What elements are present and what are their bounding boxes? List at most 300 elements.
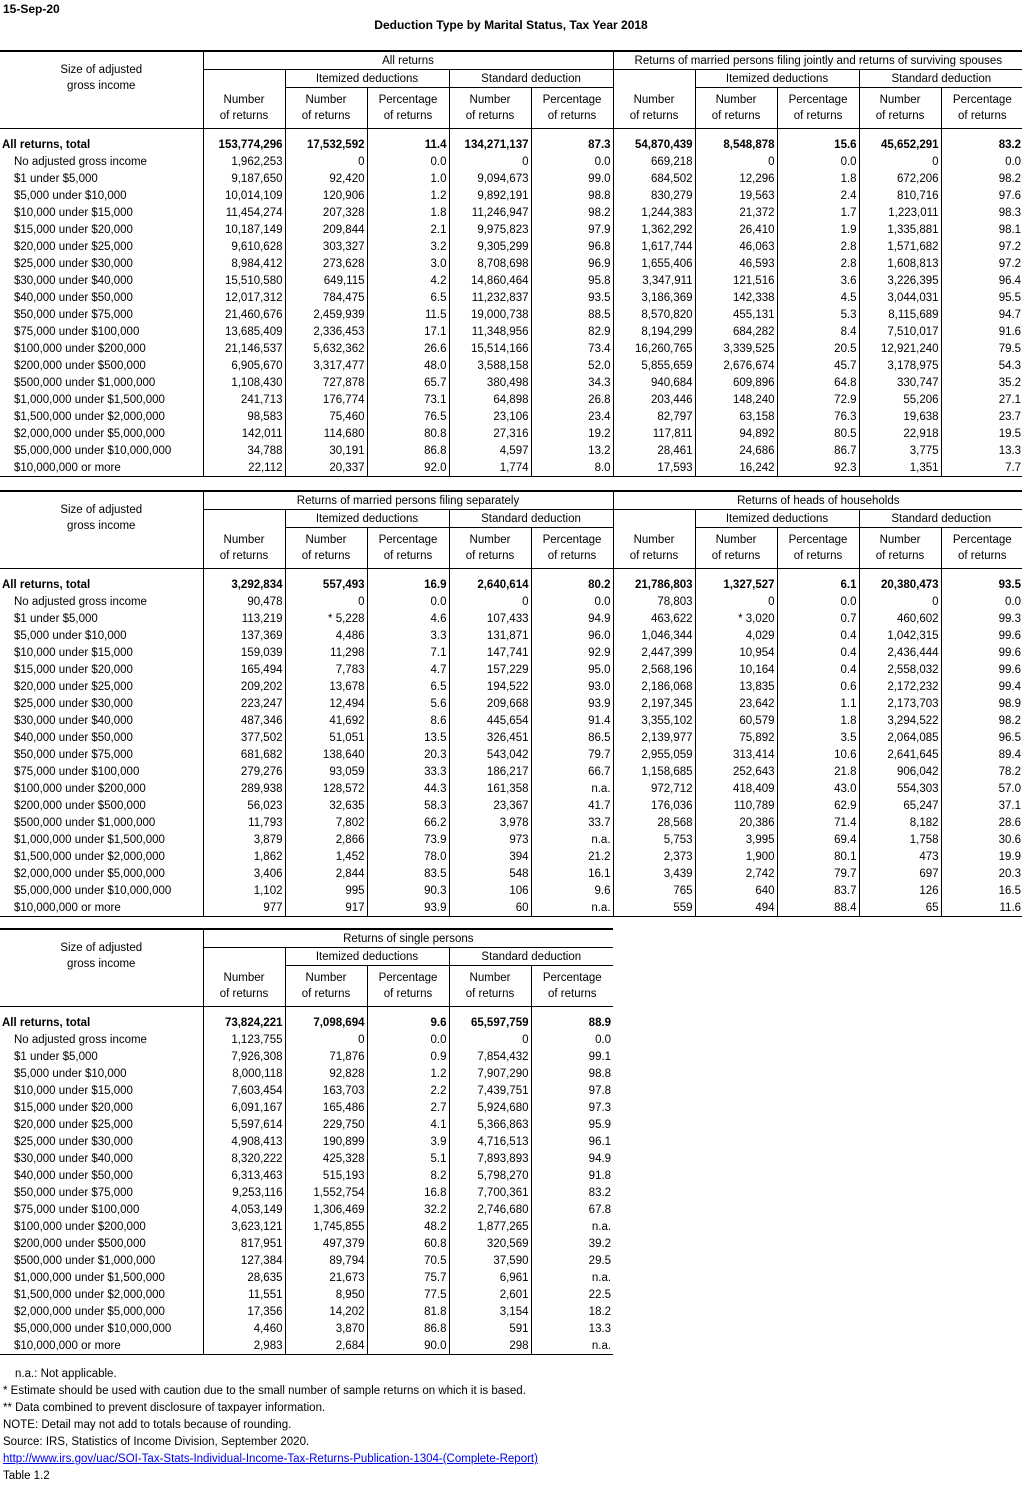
cell-single-c0: 11,551 — [203, 1286, 285, 1303]
cell-joint-c3: 3,775 — [859, 442, 941, 459]
col-itemized-number-separate — [285, 528, 367, 569]
cell-heads-c2: 21.8 — [777, 763, 859, 780]
cell-separate-c0: 977 — [203, 899, 285, 917]
cell-separate-c0: 377,502 — [203, 729, 285, 746]
cell-joint-c2: 8.4 — [777, 323, 859, 340]
cell-joint-c3: 3,178,975 — [859, 357, 941, 374]
cell-all-c3: 380,498 — [449, 374, 531, 391]
spacer-cell — [531, 129, 613, 137]
row-label: $2,000,000 under $5,000,000 — [14, 867, 165, 880]
cell-joint-c4: 27.1 — [941, 391, 1022, 408]
col-itemized-pct-heads-line1: Percentage — [788, 534, 848, 546]
cell-single-c4: 99.1 — [531, 1048, 613, 1065]
cell-single-c4: 0.0 — [531, 1031, 613, 1048]
cell-single-c0: 817,951 — [203, 1235, 285, 1252]
cell-heads-c4: 99.6 — [941, 661, 1022, 678]
cell-single-c2: 70.5 — [367, 1252, 449, 1269]
table-row — [0, 221, 1022, 238]
cell-separate-c4: 41.7 — [531, 797, 613, 814]
row-label: $75,000 under $100,000 — [14, 1203, 140, 1216]
cell-separate-c0: 487,346 — [203, 712, 285, 729]
table-row — [0, 576, 1022, 593]
cell-separate-c3: 147,741 — [449, 644, 531, 661]
cell-separate-c0: 11,793 — [203, 814, 285, 831]
cell-joint-c1: 3,339,525 — [695, 340, 777, 357]
spacer-cell — [367, 1007, 449, 1015]
cell-heads-c1: 494 — [695, 899, 777, 917]
cell-all-c4: 26.8 — [531, 391, 613, 408]
cell-joint-c4: 19.5 — [941, 425, 1022, 442]
row-label: $50,000 under $75,000 — [14, 1186, 133, 1199]
cell-all-c3: 0 — [449, 153, 531, 170]
cell-single-c0: 127,384 — [203, 1252, 285, 1269]
cell-all-c3: 4,597 — [449, 442, 531, 459]
table-row — [0, 729, 1022, 746]
cell-single-c1: 497,379 — [285, 1235, 367, 1252]
cell-joint-c1: 121,516 — [695, 272, 777, 289]
source-note: Source: IRS, Statistics of Income Division, September 2020. — [3, 1436, 310, 1448]
cell-separate-c1: 41,692 — [285, 712, 367, 729]
cell-separate-c0: 113,219 — [203, 610, 285, 627]
cell-separate-c1: 93,059 — [285, 763, 367, 780]
cell-joint-c0: 684,502 — [613, 170, 695, 187]
table-row — [0, 1048, 613, 1065]
col-standard-number-joint-line2: of returns — [875, 110, 925, 122]
cell-joint-c0: 8,194,299 — [613, 323, 695, 340]
cell-single-c0: 8,000,118 — [203, 1065, 285, 1082]
cell-separate-c3: 209,668 — [449, 695, 531, 712]
cell-heads-c0: 21,786,803 — [613, 576, 695, 593]
cell-heads-c1: 23,642 — [695, 695, 777, 712]
row-label: $2,000,000 under $5,000,000 — [14, 1305, 165, 1318]
cell-all-c1: 727,878 — [285, 374, 367, 391]
cell-separate-c1: 12,494 — [285, 695, 367, 712]
col-itemized-number-heads — [695, 528, 777, 569]
cell-heads-c4: 37.1 — [941, 797, 1022, 814]
cell-separate-c3: 60 — [449, 899, 531, 917]
table-row — [0, 425, 1022, 442]
cell-heads-c1: 418,409 — [695, 780, 777, 797]
col-itemized-number-joint — [695, 88, 777, 129]
size-header — [0, 491, 203, 569]
row-label: $100,000 under $200,000 — [14, 1220, 146, 1233]
blank-header-all — [203, 70, 285, 88]
col-itemized-number-single-line2: of returns — [301, 988, 351, 1000]
cell-separate-c0: 3,406 — [203, 865, 285, 882]
cell-joint-c3: 1,608,813 — [859, 255, 941, 272]
cell-joint-c2: 45.7 — [777, 357, 859, 374]
cell-joint-c3: 1,571,682 — [859, 238, 941, 255]
cell-joint-c3: 330,747 — [859, 374, 941, 391]
size-header-line2: gross income — [67, 520, 136, 532]
cell-all-c1: 273,628 — [285, 255, 367, 272]
cell-all-c0: 98,583 — [203, 408, 285, 425]
col-standard-number-all-line1: Number — [469, 94, 511, 106]
cell-heads-c1: 60,579 — [695, 712, 777, 729]
cell-joint-c3: 3,044,031 — [859, 289, 941, 306]
cell-joint-c3: 1,351 — [859, 459, 941, 477]
col-itemized-pct-all-line2: of returns — [383, 110, 433, 122]
cell-all-c0: 11,454,274 — [203, 204, 285, 221]
col-itemized-pct-all-line1: Percentage — [378, 94, 438, 106]
spacer-cell — [367, 129, 449, 137]
col-standard-number-single-line2: of returns — [465, 988, 515, 1000]
cell-heads-c4: 98.9 — [941, 695, 1022, 712]
cell-heads-c0: 559 — [613, 899, 695, 917]
cell-all-c1: 30,191 — [285, 442, 367, 459]
cell-all-c4: 98.2 — [531, 204, 613, 221]
cell-all-c0: 142,011 — [203, 425, 285, 442]
spacer-cell — [531, 1007, 613, 1015]
cell-single-c1: 1,306,469 — [285, 1201, 367, 1218]
col-standard-pct-single — [531, 966, 613, 1007]
cell-all-c1: 649,115 — [285, 272, 367, 289]
cell-heads-c3: 65,247 — [859, 797, 941, 814]
cell-heads-c0: 28,568 — [613, 814, 695, 831]
cell-joint-c0: 3,347,911 — [613, 272, 695, 289]
cell-all-c3: 64,898 — [449, 391, 531, 408]
cell-joint-c0: 54,870,439 — [613, 136, 695, 153]
row-label: $50,000 under $75,000 — [14, 748, 133, 761]
cell-joint-c4: 97.6 — [941, 187, 1022, 204]
group-title-heads: Returns of heads of households — [613, 491, 1022, 510]
cell-separate-c3: 394 — [449, 848, 531, 865]
row-label: $1,000,000 under $1,500,000 — [14, 393, 165, 406]
cell-separate-c4: n.a. — [531, 831, 613, 848]
cell-all-c2: 11.5 — [367, 306, 449, 323]
cell-separate-c4: 93.0 — [531, 678, 613, 695]
col-standard-number-single — [449, 966, 531, 1007]
cell-joint-c2: 20.5 — [777, 340, 859, 357]
itemized-header-heads: Itemized deductions — [695, 510, 859, 528]
cell-all-c3: 9,892,191 — [449, 187, 531, 204]
size-header-line1: Size of adjusted — [60, 504, 143, 516]
row-label: $40,000 under $50,000 — [14, 291, 133, 304]
col-standard-pct-heads-line1: Percentage — [952, 534, 1012, 546]
group-title-separate: Returns of married persons filing separately — [203, 491, 613, 510]
cell-joint-c2: 92.3 — [777, 459, 859, 477]
col-number-joint-line1: Number — [633, 93, 675, 106]
cell-separate-c2: 6.5 — [367, 678, 449, 695]
standard-header-joint: Standard deduction — [859, 70, 1022, 88]
cell-heads-c3: 3,294,522 — [859, 712, 941, 729]
cell-heads-c0: 3,355,102 — [613, 712, 695, 729]
source-link[interactable]: http://www.irs.gov/uac/SOI-Tax-Stats-Individual-Income-Tax-Returns-Publication-1304-(Complete-Report) — [3, 1453, 538, 1465]
col-standard-number-all — [449, 88, 531, 129]
cell-heads-c2: 0.7 — [777, 610, 859, 627]
cell-single-c1: 190,899 — [285, 1133, 367, 1150]
cell-single-c0: 4,908,413 — [203, 1133, 285, 1150]
cell-separate-c3: 194,522 — [449, 678, 531, 695]
table-row — [0, 272, 1022, 289]
cell-joint-c1: 142,338 — [695, 289, 777, 306]
cell-all-c4: 73.4 — [531, 340, 613, 357]
cell-separate-c2: 83.5 — [367, 865, 449, 882]
cell-single-c4: 97.8 — [531, 1082, 613, 1099]
cell-joint-c2: 80.5 — [777, 425, 859, 442]
row-label: $5,000 under $10,000 — [14, 189, 127, 202]
cell-separate-c4: 86.5 — [531, 729, 613, 746]
cell-joint-c1: 16,242 — [695, 459, 777, 477]
spacer-cell — [941, 569, 1022, 577]
cell-single-c0: 9,253,116 — [203, 1184, 285, 1201]
cell-all-c3: 19,000,738 — [449, 306, 531, 323]
cell-single-c2: 0.9 — [367, 1048, 449, 1065]
col-standard-number-heads — [859, 528, 941, 569]
col-itemized-pct-single-line2: of returns — [383, 988, 433, 1000]
cell-separate-c1: 7,802 — [285, 814, 367, 831]
cell-single-c3: 4,716,513 — [449, 1133, 531, 1150]
cell-joint-c4: 98.3 — [941, 204, 1022, 221]
size-header-line2: gross income — [67, 958, 136, 970]
cell-heads-c3: 2,172,232 — [859, 678, 941, 695]
cell-heads-c4: 99.6 — [941, 644, 1022, 661]
spacer-cell — [613, 569, 695, 577]
cell-separate-c1: 2,844 — [285, 865, 367, 882]
cell-single-c1: 515,193 — [285, 1167, 367, 1184]
cell-all-c4: 0.0 — [531, 153, 613, 170]
table-row — [0, 865, 1022, 882]
row-label: $75,000 under $100,000 — [14, 765, 140, 778]
cell-all-c2: 0.0 — [367, 153, 449, 170]
table-row — [0, 238, 1022, 255]
standard-header-single: Standard deduction — [449, 948, 613, 966]
spacer-row — [0, 569, 1022, 577]
cell-separate-c2: 13.5 — [367, 729, 449, 746]
cell-all-c0: 10,014,109 — [203, 187, 285, 204]
cell-heads-c2: 43.0 — [777, 780, 859, 797]
col-standard-pct-joint-line2: of returns — [958, 110, 1007, 122]
cell-heads-c0: 2,955,059 — [613, 746, 695, 763]
cell-single-c3: 6,961 — [449, 1269, 531, 1286]
cell-joint-c4: 97.2 — [941, 238, 1022, 255]
col-itemized-number-heads-line1: Number — [715, 534, 757, 546]
col-standard-number-single-line1: Number — [469, 972, 511, 984]
cell-heads-c3: 554,303 — [859, 780, 941, 797]
group-title-joint: Returns of married persons filing jointly and returns of surviving spouses — [613, 51, 1022, 70]
cell-heads-c0: 2,447,399 — [613, 644, 695, 661]
cell-separate-c4: 91.4 — [531, 712, 613, 729]
cell-joint-c2: 86.7 — [777, 442, 859, 459]
table-row — [0, 1286, 613, 1303]
col-itemized-number-heads-line2: of returns — [711, 550, 761, 562]
table-row — [0, 136, 1022, 153]
col-standard-pct-heads-line2: of returns — [957, 550, 1007, 562]
cell-heads-c1: 252,643 — [695, 763, 777, 780]
group-title-single: Returns of single persons — [203, 929, 613, 948]
cell-single-c1: 14,202 — [285, 1303, 367, 1320]
cell-separate-c3: 23,367 — [449, 797, 531, 814]
cell-heads-c2: 1.1 — [777, 695, 859, 712]
spacer-cell — [203, 569, 285, 577]
cell-heads-c1: 75,892 — [695, 729, 777, 746]
cell-heads-c1: 1,327,527 — [695, 576, 777, 593]
cell-single-c1: 229,750 — [285, 1116, 367, 1133]
cell-separate-c2: 4.7 — [367, 661, 449, 678]
cell-all-c0: 21,460,676 — [203, 306, 285, 323]
cell-single-c1: 89,794 — [285, 1252, 367, 1269]
col-standard-number-joint — [859, 88, 941, 129]
cell-separate-c1: 0 — [285, 593, 367, 610]
cell-joint-c1: 19,563 — [695, 187, 777, 204]
cell-single-c4: 98.8 — [531, 1065, 613, 1082]
itemized-header-single: Itemized deductions — [285, 948, 449, 966]
cell-single-c1: 3,870 — [285, 1320, 367, 1337]
col-standard-pct-joint-line1: Percentage — [952, 94, 1012, 106]
cell-heads-c3: 460,602 — [859, 610, 941, 627]
cell-heads-c1: 110,789 — [695, 797, 777, 814]
cell-all-c4: 23.4 — [531, 408, 613, 425]
row-label: $100,000 under $200,000 — [14, 342, 146, 355]
cell-joint-c3: 3,226,395 — [859, 272, 941, 289]
cell-single-c3: 5,924,680 — [449, 1099, 531, 1116]
spacer-cell — [203, 1007, 285, 1015]
cell-single-c0: 8,320,222 — [203, 1150, 285, 1167]
cell-all-c4: 99.0 — [531, 170, 613, 187]
col-itemized-number-all — [285, 88, 367, 129]
spacer-cell — [285, 1007, 367, 1015]
cell-single-c4: 13.3 — [531, 1320, 613, 1337]
spacer-cell — [203, 129, 285, 137]
row-label: No adjusted gross income — [14, 155, 147, 168]
row-label: No adjusted gross income — [14, 1033, 147, 1046]
size-header-line1: Size of adjusted — [60, 942, 143, 954]
cell-all-c1: 5,632,362 — [285, 340, 367, 357]
cell-joint-c0: 8,570,820 — [613, 306, 695, 323]
cell-joint-c3: 12,921,240 — [859, 340, 941, 357]
cell-separate-c2: 0.0 — [367, 593, 449, 610]
cell-joint-c0: 3,186,369 — [613, 289, 695, 306]
cell-joint-c3: 672,206 — [859, 170, 941, 187]
cell-single-c4: n.a. — [531, 1218, 613, 1235]
cell-all-c0: 9,610,628 — [203, 238, 285, 255]
table-number: Table 1.2 — [3, 1470, 50, 1482]
cell-heads-c2: 69.4 — [777, 831, 859, 848]
table-row — [0, 1082, 613, 1099]
section-2 — [0, 490, 1022, 917]
row-label: $500,000 under $1,000,000 — [14, 816, 156, 829]
col-itemized-number-separate-line2: of returns — [301, 550, 351, 562]
cell-joint-c3: 19,638 — [859, 408, 941, 425]
cell-all-c3: 11,246,947 — [449, 204, 531, 221]
cell-joint-c0: 940,684 — [613, 374, 695, 391]
cell-all-c4: 95.8 — [531, 272, 613, 289]
cell-single-c4: 91.8 — [531, 1167, 613, 1184]
cell-all-c3: 8,708,698 — [449, 255, 531, 272]
cell-separate-c3: 106 — [449, 882, 531, 899]
row-label: $15,000 under $20,000 — [14, 1101, 133, 1114]
table-row — [0, 797, 1022, 814]
col-number-heads-line1: Number — [633, 533, 675, 546]
cell-heads-c0: 78,803 — [613, 593, 695, 610]
table-row — [0, 1320, 613, 1337]
cell-all-c2: 65.7 — [367, 374, 449, 391]
table-row — [0, 644, 1022, 661]
col-standard-pct-single-line2: of returns — [547, 988, 597, 1000]
cell-separate-c1: 2,866 — [285, 831, 367, 848]
row-label: $5,000 under $10,000 — [14, 1067, 127, 1080]
footnote-rounding: NOTE: Detail may not add to totals because of rounding. — [3, 1419, 292, 1431]
cell-all-c0: 153,774,296 — [203, 136, 285, 153]
blank-header-heads — [613, 510, 695, 528]
cell-all-c4: 96.8 — [531, 238, 613, 255]
cell-all-c4: 52.0 — [531, 357, 613, 374]
cell-heads-c1: 1,900 — [695, 848, 777, 865]
table-row — [0, 712, 1022, 729]
cell-separate-c3: 186,217 — [449, 763, 531, 780]
col-standard-number-heads-line2: of returns — [875, 550, 925, 562]
cell-joint-c2: 72.9 — [777, 391, 859, 408]
cell-single-c4: 67.8 — [531, 1201, 613, 1218]
row-label: $25,000 under $30,000 — [14, 697, 133, 710]
col-standard-number-all-line2: of returns — [465, 110, 515, 122]
col-itemized-pct-heads — [777, 528, 859, 569]
cell-all-c2: 3.2 — [367, 238, 449, 255]
table-row — [0, 255, 1022, 272]
row-label: $40,000 under $50,000 — [14, 1169, 133, 1182]
cell-all-c4: 13.2 — [531, 442, 613, 459]
col-itemized-pct-single — [367, 966, 449, 1007]
cell-all-c2: 2.1 — [367, 221, 449, 238]
cell-all-c3: 27,316 — [449, 425, 531, 442]
cell-joint-c2: 1.9 — [777, 221, 859, 238]
cell-separate-c2: 44.3 — [367, 780, 449, 797]
col-number-all-line2: of returns — [219, 109, 269, 122]
table-row — [0, 695, 1022, 712]
size-header — [0, 51, 203, 129]
table-row — [0, 899, 1022, 917]
cell-heads-c1: 10,164 — [695, 661, 777, 678]
cell-separate-c2: 66.2 — [367, 814, 449, 831]
row-label: $1,000,000 under $1,500,000 — [14, 1271, 165, 1284]
cell-joint-c2: 15.6 — [777, 136, 859, 153]
cell-joint-c0: 1,617,744 — [613, 238, 695, 255]
cell-all-c2: 1.8 — [367, 204, 449, 221]
cell-joint-c4: 94.7 — [941, 306, 1022, 323]
cell-separate-c0: 165,494 — [203, 661, 285, 678]
footnote-disclosure: ** Data combined to prevent disclosure of taxpayer information. — [3, 1402, 326, 1414]
cell-joint-c1: 94,892 — [695, 425, 777, 442]
cell-all-c0: 13,685,409 — [203, 323, 285, 340]
cell-heads-c1: 0 — [695, 593, 777, 610]
cell-heads-c2: 62.9 — [777, 797, 859, 814]
cell-separate-c4: 80.2 — [531, 576, 613, 593]
cell-separate-c1: 128,572 — [285, 780, 367, 797]
table-row — [0, 1065, 613, 1082]
col-number-separate-line1: Number — [223, 533, 265, 546]
table-row — [0, 882, 1022, 899]
cell-single-c4: n.a. — [531, 1337, 613, 1355]
cell-single-c4: 18.2 — [531, 1303, 613, 1320]
cell-all-c2: 73.1 — [367, 391, 449, 408]
cell-all-c2: 6.5 — [367, 289, 449, 306]
cell-single-c3: 7,700,361 — [449, 1184, 531, 1201]
cell-joint-c2: 2.4 — [777, 187, 859, 204]
table-row — [0, 627, 1022, 644]
table-row — [0, 1201, 613, 1218]
cell-all-c4: 93.5 — [531, 289, 613, 306]
col-standard-pct-separate — [531, 528, 613, 569]
table-row — [0, 374, 1022, 391]
col-itemized-pct-separate-line1: Percentage — [378, 534, 438, 546]
cell-heads-c1: * 3,020 — [695, 610, 777, 627]
cell-single-c4: 29.5 — [531, 1252, 613, 1269]
cell-joint-c1: 12,296 — [695, 170, 777, 187]
cell-all-c1: 17,532,592 — [285, 136, 367, 153]
cell-all-c4: 34.3 — [531, 374, 613, 391]
spacer-cell — [0, 569, 203, 577]
cell-heads-c4: 99.6 — [941, 627, 1022, 644]
